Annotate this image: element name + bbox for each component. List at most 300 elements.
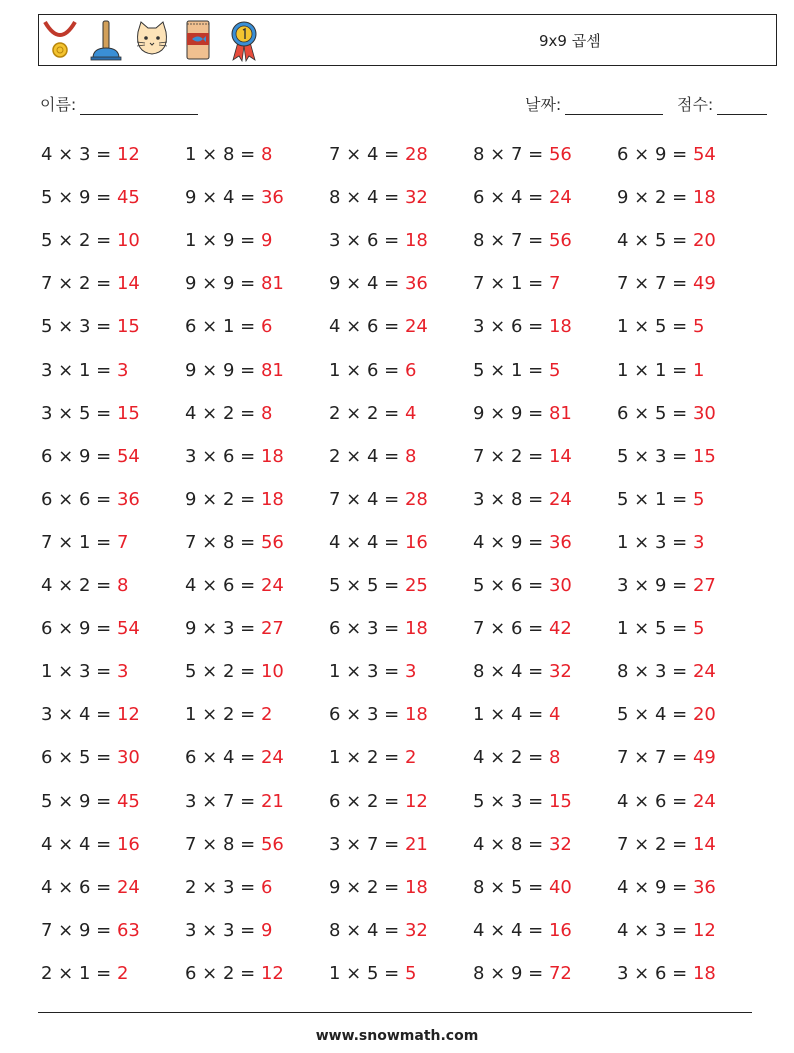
problem-answer: 12 <box>116 704 140 726</box>
problem-question: 6 × 9 = <box>617 144 693 165</box>
problem-cell <box>473 183 572 213</box>
problem-cell <box>473 442 572 472</box>
problem-question: 3 × 3 = <box>185 919 261 941</box>
problem-cell <box>617 614 704 644</box>
problem-answer: 18 <box>260 445 284 467</box>
problem-question: 3 × 7 = <box>329 833 405 855</box>
problem-cell <box>473 657 572 687</box>
problem-cell <box>185 399 272 429</box>
problem-answer: 24 <box>692 790 716 812</box>
problem-answer: 30 <box>692 402 716 424</box>
problem-answer: 28 <box>404 488 428 510</box>
problem-question: 5 × 5 = <box>329 575 405 596</box>
problem-question: 5 × 1 = <box>617 488 693 510</box>
problem-cell <box>185 700 272 730</box>
problem-answer: 16 <box>404 531 428 553</box>
problem-cell <box>41 399 140 429</box>
problem-cell <box>185 356 284 386</box>
problem-answer: 54 <box>116 618 140 640</box>
problem-answer: 28 <box>404 144 428 165</box>
worksheet-title: 9x9 곱셈 <box>539 32 601 50</box>
problem-answer: 15 <box>116 316 140 338</box>
problem-answer: 36 <box>404 273 428 295</box>
toilet-plunger-icon <box>87 18 125 62</box>
problem-question: 7 × 1 = <box>41 531 117 553</box>
problem-question: 5 × 1 = <box>473 359 549 381</box>
problem-cell <box>473 312 572 342</box>
problem-answer: 15 <box>692 445 716 467</box>
problem-answer: 3 <box>116 359 129 381</box>
problem-answer: 32 <box>404 187 428 209</box>
problem-answer: 36 <box>548 531 572 553</box>
problem-question: 7 × 8 = <box>185 833 261 855</box>
problem-answer: 18 <box>692 962 716 984</box>
problem-cell <box>473 528 572 558</box>
footer-divider <box>38 1012 752 1013</box>
problem-question: 9 × 9 = <box>185 273 261 295</box>
problem-question: 2 × 1 = <box>41 962 117 984</box>
problem-cell <box>185 959 284 989</box>
medal-necklace-icon <box>41 18 79 62</box>
problem-answer: 45 <box>116 790 140 812</box>
problem-question: 6 × 2 = <box>185 962 261 984</box>
problem-question: 9 × 2 = <box>185 488 261 510</box>
problem-answer: 3 <box>116 661 129 683</box>
problem-question: 7 × 9 = <box>41 919 117 941</box>
problem-question: 2 × 4 = <box>329 445 405 467</box>
problem-answer: 24 <box>692 661 716 683</box>
problem-cell <box>185 614 284 644</box>
problem-question: 3 × 6 = <box>473 316 549 338</box>
problem-answer: 32 <box>404 919 428 941</box>
problem-cell <box>473 916 572 946</box>
problem-answer: 36 <box>260 187 284 209</box>
problem-cell <box>41 743 140 773</box>
problem-answer: 14 <box>116 273 140 295</box>
problem-question: 4 × 9 = <box>617 876 693 898</box>
problem-answer: 81 <box>260 273 284 295</box>
problem-answer: 56 <box>548 230 572 252</box>
problem-question: 4 × 6 = <box>617 790 693 812</box>
problem-cell <box>41 700 140 730</box>
problem-question: 6 × 4 = <box>185 747 261 769</box>
problem-cell <box>617 657 716 687</box>
problem-cell <box>329 959 416 989</box>
name-blank[interactable] <box>80 98 198 115</box>
problem-cell <box>617 787 716 817</box>
problem-answer: 24 <box>116 876 140 898</box>
problem-question: 7 × 2 = <box>617 833 693 855</box>
problem-question: 7 × 8 = <box>185 531 261 553</box>
problem-question: 3 × 4 = <box>41 704 117 726</box>
problem-question: 8 × 7 = <box>473 144 549 165</box>
problem-answer: 49 <box>692 747 716 769</box>
date-field <box>525 92 663 115</box>
problem-question: 6 × 6 = <box>41 488 117 510</box>
problem-question: 5 × 9 = <box>41 187 117 209</box>
problem-question: 1 × 3 = <box>41 661 117 683</box>
problem-question: 5 × 2 = <box>41 230 117 252</box>
problem-question: 9 × 4 = <box>329 273 405 295</box>
problem-answer: 7 <box>548 273 561 295</box>
problem-cell <box>617 399 716 429</box>
problem-answer: 6 <box>260 316 273 338</box>
problem-answer: 8 <box>260 144 273 165</box>
problem-answer: 10 <box>116 230 140 252</box>
problem-question: 7 × 2 = <box>473 445 549 467</box>
problem-question: 9 × 9 = <box>473 402 549 424</box>
problem-answer: 25 <box>404 575 428 596</box>
problem-cell <box>41 226 140 256</box>
problem-question: 3 × 6 = <box>329 230 405 252</box>
problem-cell <box>329 873 428 903</box>
problem-question: 6 × 3 = <box>329 618 405 640</box>
problem-cell <box>41 830 140 860</box>
problem-answer: 32 <box>548 661 572 683</box>
name-label: 이름: <box>40 95 77 114</box>
problem-question: 4 × 6 = <box>41 876 117 898</box>
problem-answer: 36 <box>692 876 716 898</box>
problem-question: 1 × 2 = <box>185 704 261 726</box>
problem-answer: 63 <box>116 919 140 941</box>
problem-question: 3 × 7 = <box>185 790 261 812</box>
date-label: 날짜: <box>525 95 562 114</box>
problem-question: 1 × 3 = <box>329 661 405 683</box>
problem-answer: 24 <box>404 316 428 338</box>
problem-cell <box>329 528 428 558</box>
problem-answer: 54 <box>692 144 716 165</box>
problem-answer: 15 <box>116 402 140 424</box>
problem-cell <box>329 571 428 601</box>
problem-question: 4 × 4 = <box>41 833 117 855</box>
problem-answer: 36 <box>116 488 140 510</box>
problem-answer: 56 <box>548 144 572 165</box>
problem-cell <box>473 485 572 515</box>
problem-cell <box>41 356 128 386</box>
problem-cell <box>41 442 140 472</box>
problem-cell <box>185 485 284 515</box>
problem-answer: 32 <box>548 833 572 855</box>
problem-answer: 12 <box>116 144 140 165</box>
problem-question: 6 × 1 = <box>185 316 261 338</box>
problem-question: 6 × 9 = <box>41 618 117 640</box>
problem-cell <box>41 571 128 601</box>
problem-answer: 24 <box>548 488 572 510</box>
problem-cell <box>329 614 428 644</box>
problem-question: 7 × 4 = <box>329 488 405 510</box>
problem-question: 6 × 4 = <box>473 187 549 209</box>
problem-answer: 4 <box>404 402 417 424</box>
problem-question: 2 × 2 = <box>329 402 405 424</box>
problem-question: 5 × 2 = <box>185 661 261 683</box>
problem-question: 4 × 2 = <box>41 575 117 596</box>
problem-answer: 18 <box>404 704 428 726</box>
problem-answer: 5 <box>404 962 417 984</box>
problem-answer: 9 <box>260 919 273 941</box>
problem-cell <box>617 916 716 946</box>
problem-answer: 5 <box>692 618 705 640</box>
problem-question: 1 × 1 = <box>617 359 693 381</box>
problem-cell <box>41 140 140 170</box>
problem-cell <box>617 269 716 299</box>
problem-cell <box>329 657 416 687</box>
problem-answer: 18 <box>404 876 428 898</box>
problem-question: 1 × 5 = <box>617 316 693 338</box>
problem-answer: 20 <box>692 230 716 252</box>
problem-cell <box>41 269 140 299</box>
problem-cell <box>473 399 572 429</box>
problem-answer: 24 <box>260 575 284 596</box>
problem-cell <box>617 830 716 860</box>
problem-question: 5 × 4 = <box>617 704 693 726</box>
problem-cell <box>185 226 272 256</box>
problem-answer: 24 <box>260 747 284 769</box>
problem-cell <box>473 787 572 817</box>
problem-question: 8 × 4 = <box>329 187 405 209</box>
problem-cell <box>473 269 560 299</box>
problem-answer: 18 <box>404 230 428 252</box>
problem-question: 5 × 3 = <box>473 790 549 812</box>
problem-cell <box>473 614 572 644</box>
problem-answer: 12 <box>692 919 716 941</box>
problem-answer: 42 <box>548 618 572 640</box>
problem-question: 3 × 9 = <box>617 575 693 596</box>
problem-answer: 16 <box>116 833 140 855</box>
problem-answer: 14 <box>692 833 716 855</box>
problem-cell <box>185 571 284 601</box>
problem-cell <box>473 140 572 170</box>
score-blank[interactable] <box>717 98 767 115</box>
problem-answer: 8 <box>404 445 417 467</box>
fish-food-bag-icon <box>179 18 217 62</box>
problem-question: 8 × 3 = <box>617 661 693 683</box>
problem-cell <box>41 916 140 946</box>
problem-question: 4 × 4 = <box>329 531 405 553</box>
problem-question: 7 × 7 = <box>617 273 693 295</box>
problem-cell <box>329 916 428 946</box>
problem-question: 1 × 4 = <box>473 704 549 726</box>
problem-question: 9 × 3 = <box>185 618 261 640</box>
problem-cell <box>329 356 416 386</box>
problem-question: 4 × 8 = <box>473 833 549 855</box>
problem-question: 1 × 5 = <box>617 618 693 640</box>
problem-answer: 27 <box>692 575 716 596</box>
problem-cell <box>185 657 284 687</box>
problem-cell <box>617 873 716 903</box>
problem-question: 3 × 1 = <box>41 359 117 381</box>
problem-question: 4 × 2 = <box>185 402 261 424</box>
problem-question: 4 × 3 = <box>617 919 693 941</box>
problem-cell <box>473 959 572 989</box>
problem-cell <box>41 485 140 515</box>
problem-question: 9 × 2 = <box>329 876 405 898</box>
problem-cell <box>329 442 416 472</box>
problem-question: 9 × 9 = <box>185 359 261 381</box>
score-field <box>677 92 767 115</box>
problem-cell <box>329 312 428 342</box>
date-blank[interactable] <box>565 98 663 115</box>
problem-cell <box>617 743 716 773</box>
problem-question: 7 × 4 = <box>329 144 405 165</box>
problem-cell <box>41 614 140 644</box>
problem-question: 1 × 6 = <box>329 359 405 381</box>
problem-question: 9 × 2 = <box>617 187 693 209</box>
problem-answer: 20 <box>692 704 716 726</box>
problem-cell <box>617 312 704 342</box>
problem-cell <box>617 183 716 213</box>
problem-question: 4 × 4 = <box>473 919 549 941</box>
problem-answer: 1 <box>692 359 705 381</box>
problem-cell <box>329 787 428 817</box>
problem-answer: 12 <box>260 962 284 984</box>
problem-cell <box>473 743 560 773</box>
problem-question: 8 × 4 = <box>329 919 405 941</box>
problem-cell <box>185 743 284 773</box>
problem-cell <box>473 226 572 256</box>
problem-answer: 18 <box>260 488 284 510</box>
problem-cell <box>329 485 428 515</box>
problem-answer: 5 <box>692 316 705 338</box>
problem-question: 1 × 5 = <box>329 962 405 984</box>
problem-answer: 56 <box>260 531 284 553</box>
problem-question: 8 × 5 = <box>473 876 549 898</box>
problem-cell <box>617 528 704 558</box>
problem-answer: 45 <box>116 187 140 209</box>
name-field <box>40 92 198 115</box>
problem-answer: 40 <box>548 876 572 898</box>
problem-cell <box>473 571 572 601</box>
problem-question: 7 × 6 = <box>473 618 549 640</box>
problem-question: 3 × 6 = <box>617 962 693 984</box>
problem-cell <box>617 959 716 989</box>
problem-cell <box>329 700 428 730</box>
problem-cell <box>329 226 428 256</box>
problem-cell <box>41 312 140 342</box>
problem-cell <box>185 830 284 860</box>
problem-cell <box>473 356 560 386</box>
problem-answer: 8 <box>548 747 561 769</box>
problem-answer: 4 <box>548 704 561 726</box>
problem-answer: 15 <box>548 790 572 812</box>
problem-question: 6 × 5 = <box>617 402 693 424</box>
problem-question: 4 × 9 = <box>473 531 549 553</box>
problem-cell <box>185 312 272 342</box>
problem-answer: 14 <box>548 445 572 467</box>
problem-answer: 2 <box>404 747 417 769</box>
footer-url: www.snowmath.com <box>315 1028 479 1044</box>
problem-question: 1 × 2 = <box>329 747 405 769</box>
problem-answer: 10 <box>260 661 284 683</box>
problem-cell <box>185 528 284 558</box>
problem-question: 6 × 9 = <box>41 445 117 467</box>
problem-answer: 7 <box>116 531 129 553</box>
problem-cell <box>473 700 560 730</box>
problem-answer: 5 <box>692 488 705 510</box>
problem-cell <box>617 140 716 170</box>
problem-question: 5 × 3 = <box>41 316 117 338</box>
problem-question: 6 × 3 = <box>329 704 405 726</box>
problem-question: 4 × 3 = <box>41 144 117 165</box>
problem-question: 3 × 5 = <box>41 402 117 424</box>
problem-question: 3 × 8 = <box>473 488 549 510</box>
problem-answer: 18 <box>548 316 572 338</box>
problem-answer: 18 <box>404 618 428 640</box>
cat-face-icon <box>133 18 171 62</box>
problem-answer: 8 <box>260 402 273 424</box>
problem-answer: 27 <box>260 618 284 640</box>
problem-cell <box>473 873 572 903</box>
problem-question: 4 × 6 = <box>185 575 261 596</box>
problem-cell <box>41 959 128 989</box>
problem-cell <box>617 700 716 730</box>
problem-answer: 72 <box>548 962 572 984</box>
worksheet-header <box>38 14 777 66</box>
problem-cell <box>617 226 716 256</box>
problem-question: 8 × 4 = <box>473 661 549 683</box>
problem-question: 3 × 6 = <box>185 445 261 467</box>
first-place-ribbon-icon <box>225 18 263 62</box>
problem-question: 9 × 4 = <box>185 187 261 209</box>
problem-answer: 81 <box>548 402 572 424</box>
problem-question: 4 × 2 = <box>473 747 549 769</box>
problem-cell <box>185 442 284 472</box>
problem-cell <box>329 269 428 299</box>
problem-answer: 12 <box>404 790 428 812</box>
problem-answer: 18 <box>692 187 716 209</box>
problem-answer: 3 <box>404 661 417 683</box>
problem-question: 1 × 3 = <box>617 531 693 553</box>
problem-question: 5 × 3 = <box>617 445 693 467</box>
problem-answer: 54 <box>116 445 140 467</box>
problem-answer: 5 <box>548 359 561 381</box>
problem-cell <box>617 485 704 515</box>
problem-question: 7 × 2 = <box>41 273 117 295</box>
problem-cell <box>185 269 284 299</box>
problem-question: 4 × 5 = <box>617 230 693 252</box>
problem-cell <box>329 830 428 860</box>
problem-cell <box>329 183 428 213</box>
problem-answer: 49 <box>692 273 716 295</box>
problem-question: 1 × 9 = <box>185 230 261 252</box>
problem-answer: 21 <box>404 833 428 855</box>
problem-question: 6 × 5 = <box>41 747 117 769</box>
problem-answer: 24 <box>548 187 572 209</box>
problem-question: 5 × 6 = <box>473 575 549 596</box>
problem-question: 5 × 9 = <box>41 790 117 812</box>
problem-answer: 30 <box>116 747 140 769</box>
problem-answer: 56 <box>260 833 284 855</box>
problem-cell <box>41 528 128 558</box>
score-label: 점수: <box>677 95 714 114</box>
problem-question: 6 × 2 = <box>329 790 405 812</box>
problem-answer: 81 <box>260 359 284 381</box>
header-icons <box>41 17 271 63</box>
problem-answer: 8 <box>116 575 129 596</box>
problem-question: 8 × 9 = <box>473 962 549 984</box>
problem-question: 8 × 7 = <box>473 230 549 252</box>
problem-answer: 2 <box>260 704 273 726</box>
problem-answer: 6 <box>404 359 417 381</box>
problem-cell <box>617 442 716 472</box>
problem-answer: 3 <box>692 531 705 553</box>
problem-answer: 30 <box>548 575 572 596</box>
problem-cell <box>473 830 572 860</box>
problem-answer: 2 <box>116 962 129 984</box>
problem-cell <box>41 787 140 817</box>
problem-cell <box>41 873 140 903</box>
problem-cell <box>185 916 272 946</box>
problem-cell <box>617 356 704 386</box>
